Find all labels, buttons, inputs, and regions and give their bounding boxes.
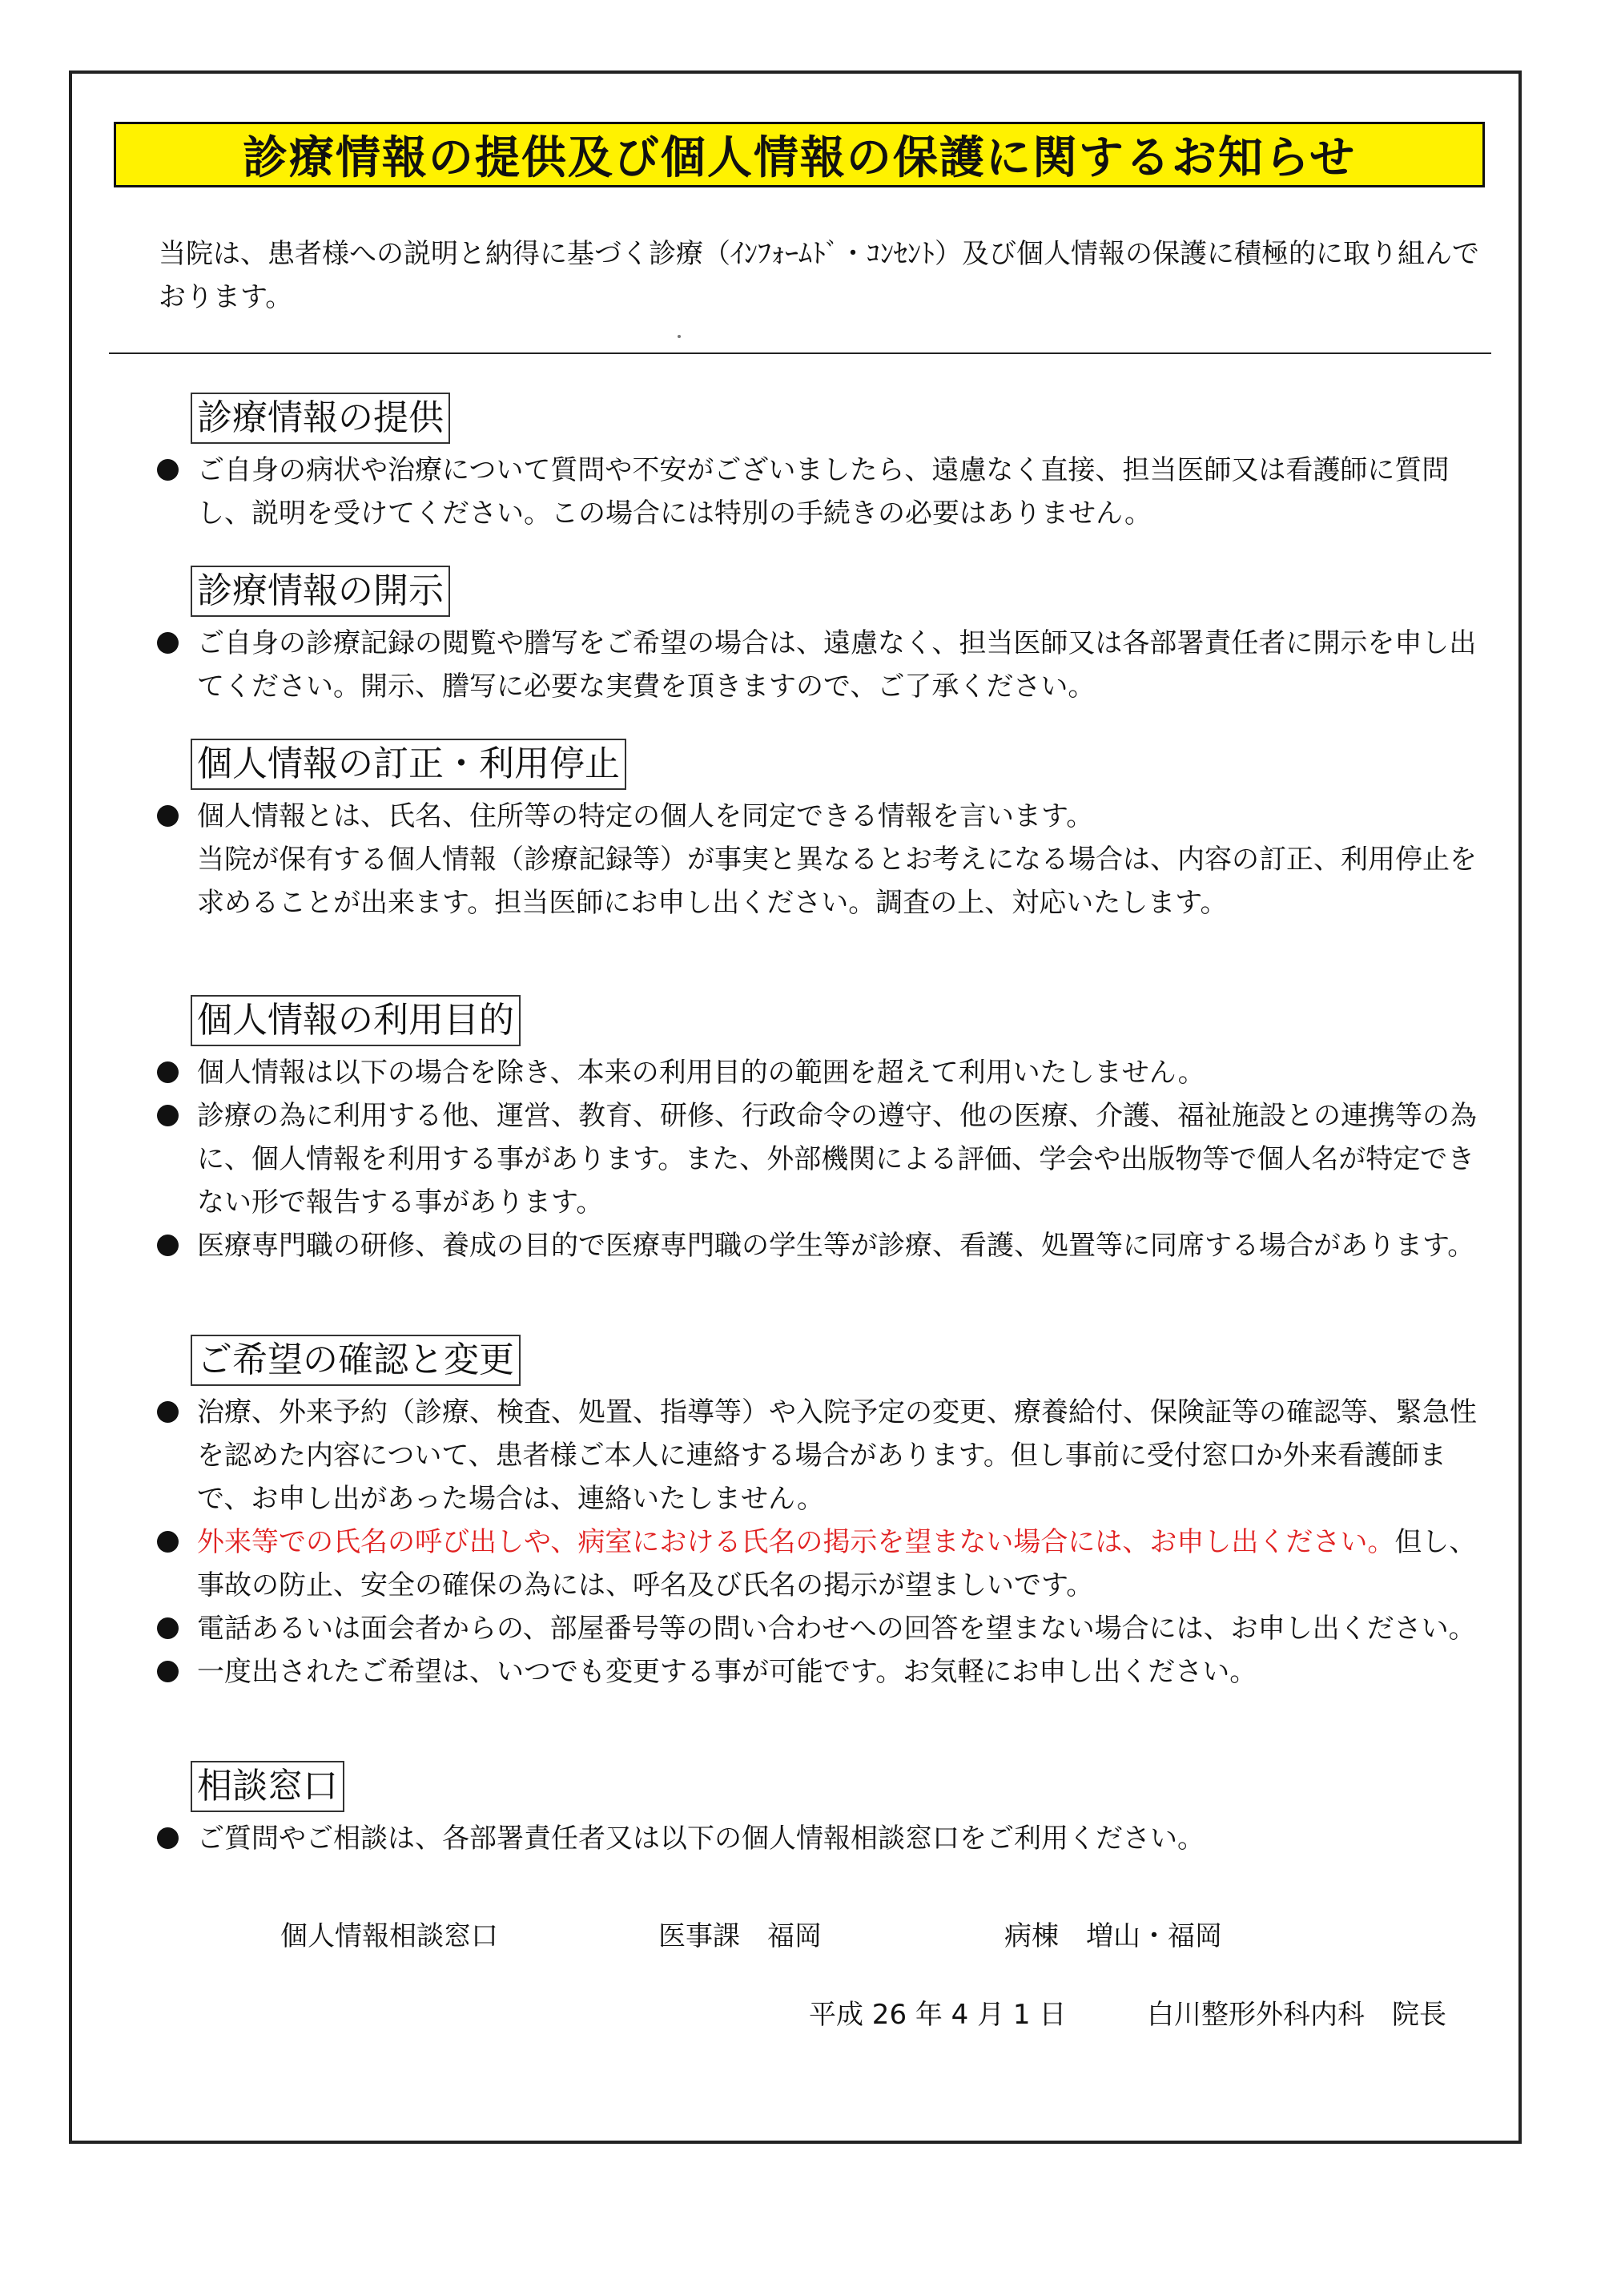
document-title: 診療情報の提供及び個人情報の保護に関するお知らせ [114,122,1485,187]
scan-speck [678,335,681,338]
intro-text: 当院は、患者様への説明と納得に基づく診療（ｲﾝﾌｫｰﾑﾄﾞ・ｺﾝｾﾝﾄ）及び個人情報の保護に積極的に取り組んでおります。 [159,238,1479,313]
bullet-item [157,1817,1494,1860]
bullet-item [157,1607,1494,1650]
item-text: 医療専門職の研修、養成の目的で医療専門職の学生等が診療、看護、処置等に同席する場合があります。 [197,1230,1475,1262]
bullet-icon [157,1401,179,1423]
section-consultation [157,1761,1494,1860]
contact-label: 個人情報相談窓口 [280,1920,498,1952]
item-text: 診療の為に利用する他、運営、教育、研修、行政命令の遵守、他の医療、介護、福祉施設との連携等の為に、個人情報を利用する事があります。また、外部機関による評価、学会や出版物等で個人名が特定できない形で報告する事があります。 [197,1100,1477,1218]
item-text: 但し、事故の防止、安全の確保の為には、呼名及び氏名の掲示が望ましいです。 [197,1526,1477,1601]
item-text: 電話あるいは面会者からの、部屋番号等の問い合わせへの回答を望まない場合には、お申し出ください。 [197,1613,1476,1645]
section-disclosure [157,566,1494,708]
bullet-item [157,1224,1494,1267]
bullet-icon [157,632,179,654]
bullet-icon [157,459,179,481]
bullet-icon [157,1105,179,1126]
section-heading: 診療情報の提供 [191,393,450,444]
bullet-icon [157,1061,179,1083]
bullet-icon [157,1827,179,1849]
section-preferences [157,1335,1494,1694]
section-heading: 相談窓口 [191,1761,344,1812]
item-text: ご自身の診療記録の閲覧や謄写をご希望の場合は、遠慮なく、担当医師又は各部署責任者に開示を申し出てください。開示、謄写に必要な実費を頂きますので、ご了承ください。 [197,627,1477,703]
item-text: 個人情報とは、氏名、住所等の特定の個人を同定できる情報を言います。 [197,800,1094,832]
section-correction [157,739,1494,924]
bullet-icon [157,1235,179,1256]
bullet-item [157,1521,1494,1607]
bullet-icon [157,805,179,827]
item-text: 個人情報は以下の場合を除き、本来の利用目的の範囲を超えて利用いたしません。 [197,1057,1205,1089]
item-text: ご自身の病状や治療について質問や不安がございましたら、遠慮なく直接、担当医師又は看護師に質問し、説明を受けてください。この場合には特別の手続きの必要はありません。 [197,454,1450,530]
bullet-icon [157,1531,179,1553]
section-heading: 個人情報の訂正・利用停止 [191,739,626,790]
signature: 白川整形外科内科 院長 [1147,1999,1446,2031]
bullet-icon [157,1661,179,1682]
section-heading: 個人情報の利用目的 [191,995,521,1046]
item-text: ご質問やご相談は、各部署責任者又は以下の個人情報相談窓口をご利用ください。 [197,1823,1205,1855]
section-heading: ご希望の確認と変更 [191,1335,521,1386]
item-text-emphasis: 外来等での氏名の呼び出しや、病室における氏名の掲示を望まない場合には、お申し出ください。 [197,1526,1395,1558]
item-text-continued: 当院が保有する個人情報（診療記録等）が事実と異なるとお考えになる場合は、内容の訂正、利用停止を求めることが出来ます。担当医師にお申し出ください。調査の上、対応いたします。 [197,844,1477,919]
bullet-item [157,622,1494,708]
divider-line [109,352,1491,354]
section-heading: 診療情報の開示 [191,566,450,617]
bullet-icon [157,1617,179,1639]
contact-dept-office: 医事課 福岡 [658,1920,822,1952]
section-provision [157,393,1494,535]
item-text: 治療、外来予約（診療、検査、処置、指導等）や入院予定の変更、療養給付、保険証等の確認等、緊急性を認めた内容について、患者様ご本人に連絡する場合があります。但し事前に受付窓口か外来看護師まで、お申し出があった場合は、連絡いたしません。 [197,1396,1477,1515]
item-text: 一度出されたご希望は、いつでも変更する事が可能です。お気軽にお申し出ください。 [197,1656,1257,1688]
bullet-item [157,1094,1494,1224]
bullet-item [157,1650,1494,1694]
issue-date: 平成 26 年 4 月 1 日 [809,1999,1067,2031]
bullet-item [157,795,1494,924]
bullet-item [157,1391,1494,1521]
bullet-item [157,449,1494,535]
bullet-item [157,1051,1494,1094]
section-purpose [157,995,1494,1267]
contact-dept-ward: 病棟 増山・福岡 [1004,1920,1222,1952]
